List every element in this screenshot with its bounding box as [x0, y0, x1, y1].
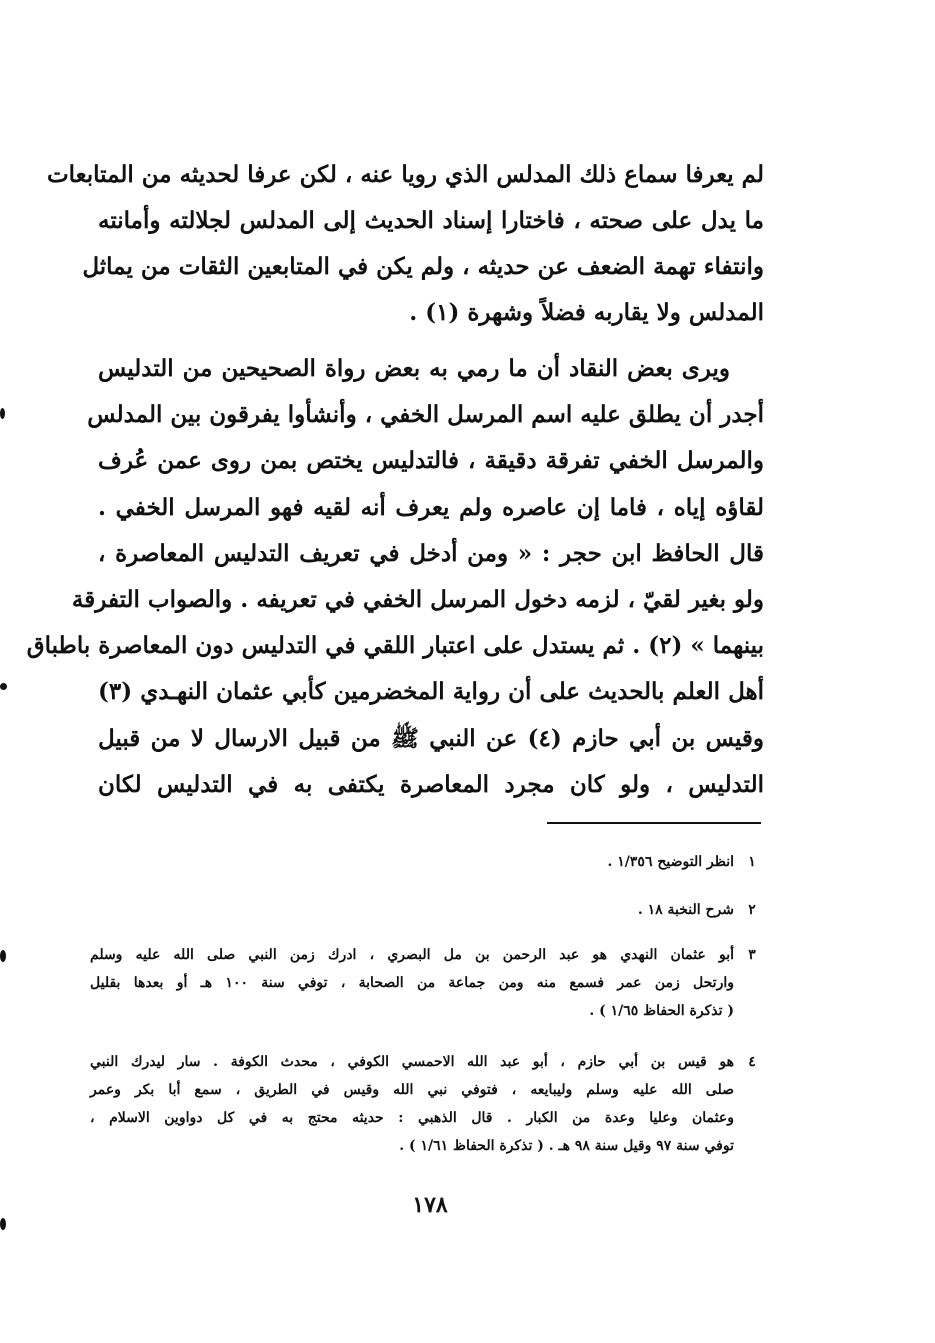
text-line: التدليس ، ولو كان مجرد المعاصرة يكتفى به في التدليس لكان [98, 770, 764, 798]
text-line: ويرى بعض النقاد أن ما رمي به بعض رواة الصحيحين من التدليس [98, 355, 730, 382]
footnote-line: انظر التوضيح ١/٣٥٦ . [607, 854, 734, 870]
footnote-separator [547, 822, 761, 824]
body-paragraph-2 [26, 346, 765, 808]
footnote-line: هو قيس بن أبي حازم ، أبو عبد الله الاحمسي الكوفي ، محدث الكوفة . سار ليدرك النبي [90, 1054, 734, 1070]
footnote-line: وعثمان وعليا وعدة من الكبار . قال الذهبي : حديثه محتج به في كل دواوين الاسلام ، [90, 1110, 734, 1126]
margin-mark [0, 683, 7, 690]
text-line: ما يدل على صحته ، فاختارا إسناد الحديث إلى المدلس لجلالته وأمانته [98, 207, 764, 234]
text-line: وانتفاء تهمة الضعف عن حديثه ، ولم يكن في المتابعين الثقات من يماثل [82, 253, 764, 280]
margin-mark [0, 1218, 6, 1230]
footnote-number: ٤ [748, 1054, 756, 1070]
footnote-number: ٢ [748, 902, 756, 918]
footnote-line: صلى الله عليه وسلم وليبايعه ، فتوفي نبي الله وقيس في الطريق ، سمع أبا بكر وعمر [90, 1082, 734, 1098]
footnote-line: وارتحل زمن عمر فسمع منه ومن جماعة من الصحابة ، توفي سنة ١٠٠ هـ أو بعدها بقليل [90, 975, 734, 991]
text-line: لم يعرفا سماع ذلك المدلس الذي رويا عنه ، لكن عرفا لحديثه من المتابعات [46, 161, 764, 188]
text-line: ولو بغير لقيّ ، لزمه دخول المرسل الخفي في تعريفه . والصواب التفرقة [71, 585, 764, 613]
text-line: والمرسل الخفي تفرقة دقيقة ، فالتدليس يختص بمن روى عمن عُرف [98, 447, 764, 475]
text-line: أجدر أن يطلق عليه اسم المرسل الخفي ، وأنشأوا يفرقون بين المدلس [87, 401, 764, 429]
footnote-number: ١ [748, 854, 756, 870]
text-line: بينهما » (٢) . ثم يستدل على اعتبار اللقي في التدليس دون المعاصرة باطباق [26, 632, 764, 660]
text-line: لقاؤه إياه ، فاما إن عاصره ولم يعرف أنه لقيه فهو المرسل الخفي . [98, 493, 764, 521]
footnote-number: ٣ [748, 947, 756, 963]
body-paragraph-1 [46, 152, 764, 336]
text-line: وقيس بن أبي حازم (٤) عن النبي ﷺ من قبيل الارسال لا من قبيل [98, 724, 764, 752]
footnote-line: ( تذكرة الحفاظ ١/٦٥ ) . [589, 1003, 734, 1019]
page-number: ١٧٨ [412, 1192, 448, 1218]
margin-mark [0, 408, 5, 419]
text-line: المدلس ولا يقاربه فضلاً وشهرة (١) . [409, 299, 764, 326]
footnote-line: شرح النخبة ١٨ . [637, 902, 734, 918]
footnote-line: أبو عثمان النهدي هو عبد الرحمن بن مل البصري ، ادرك زمن النبي صلى الله عليه وسلم [90, 947, 734, 963]
margin-mark [0, 950, 6, 962]
footnote-line: توفي سنة ٩٧ وقيل سنة ٩٨ هـ . ( تذكرة الحفاظ ١/٦١ ) . [399, 1138, 734, 1154]
text-line: قال الحافظ ابن حجر : « ومن أدخل في تعريف التدليس المعاصرة ، [98, 539, 764, 567]
text-line: أهل العلم بالحديث على أن رواية المخضرمين كأبي عثمان النهـدي (٣) [98, 678, 765, 706]
